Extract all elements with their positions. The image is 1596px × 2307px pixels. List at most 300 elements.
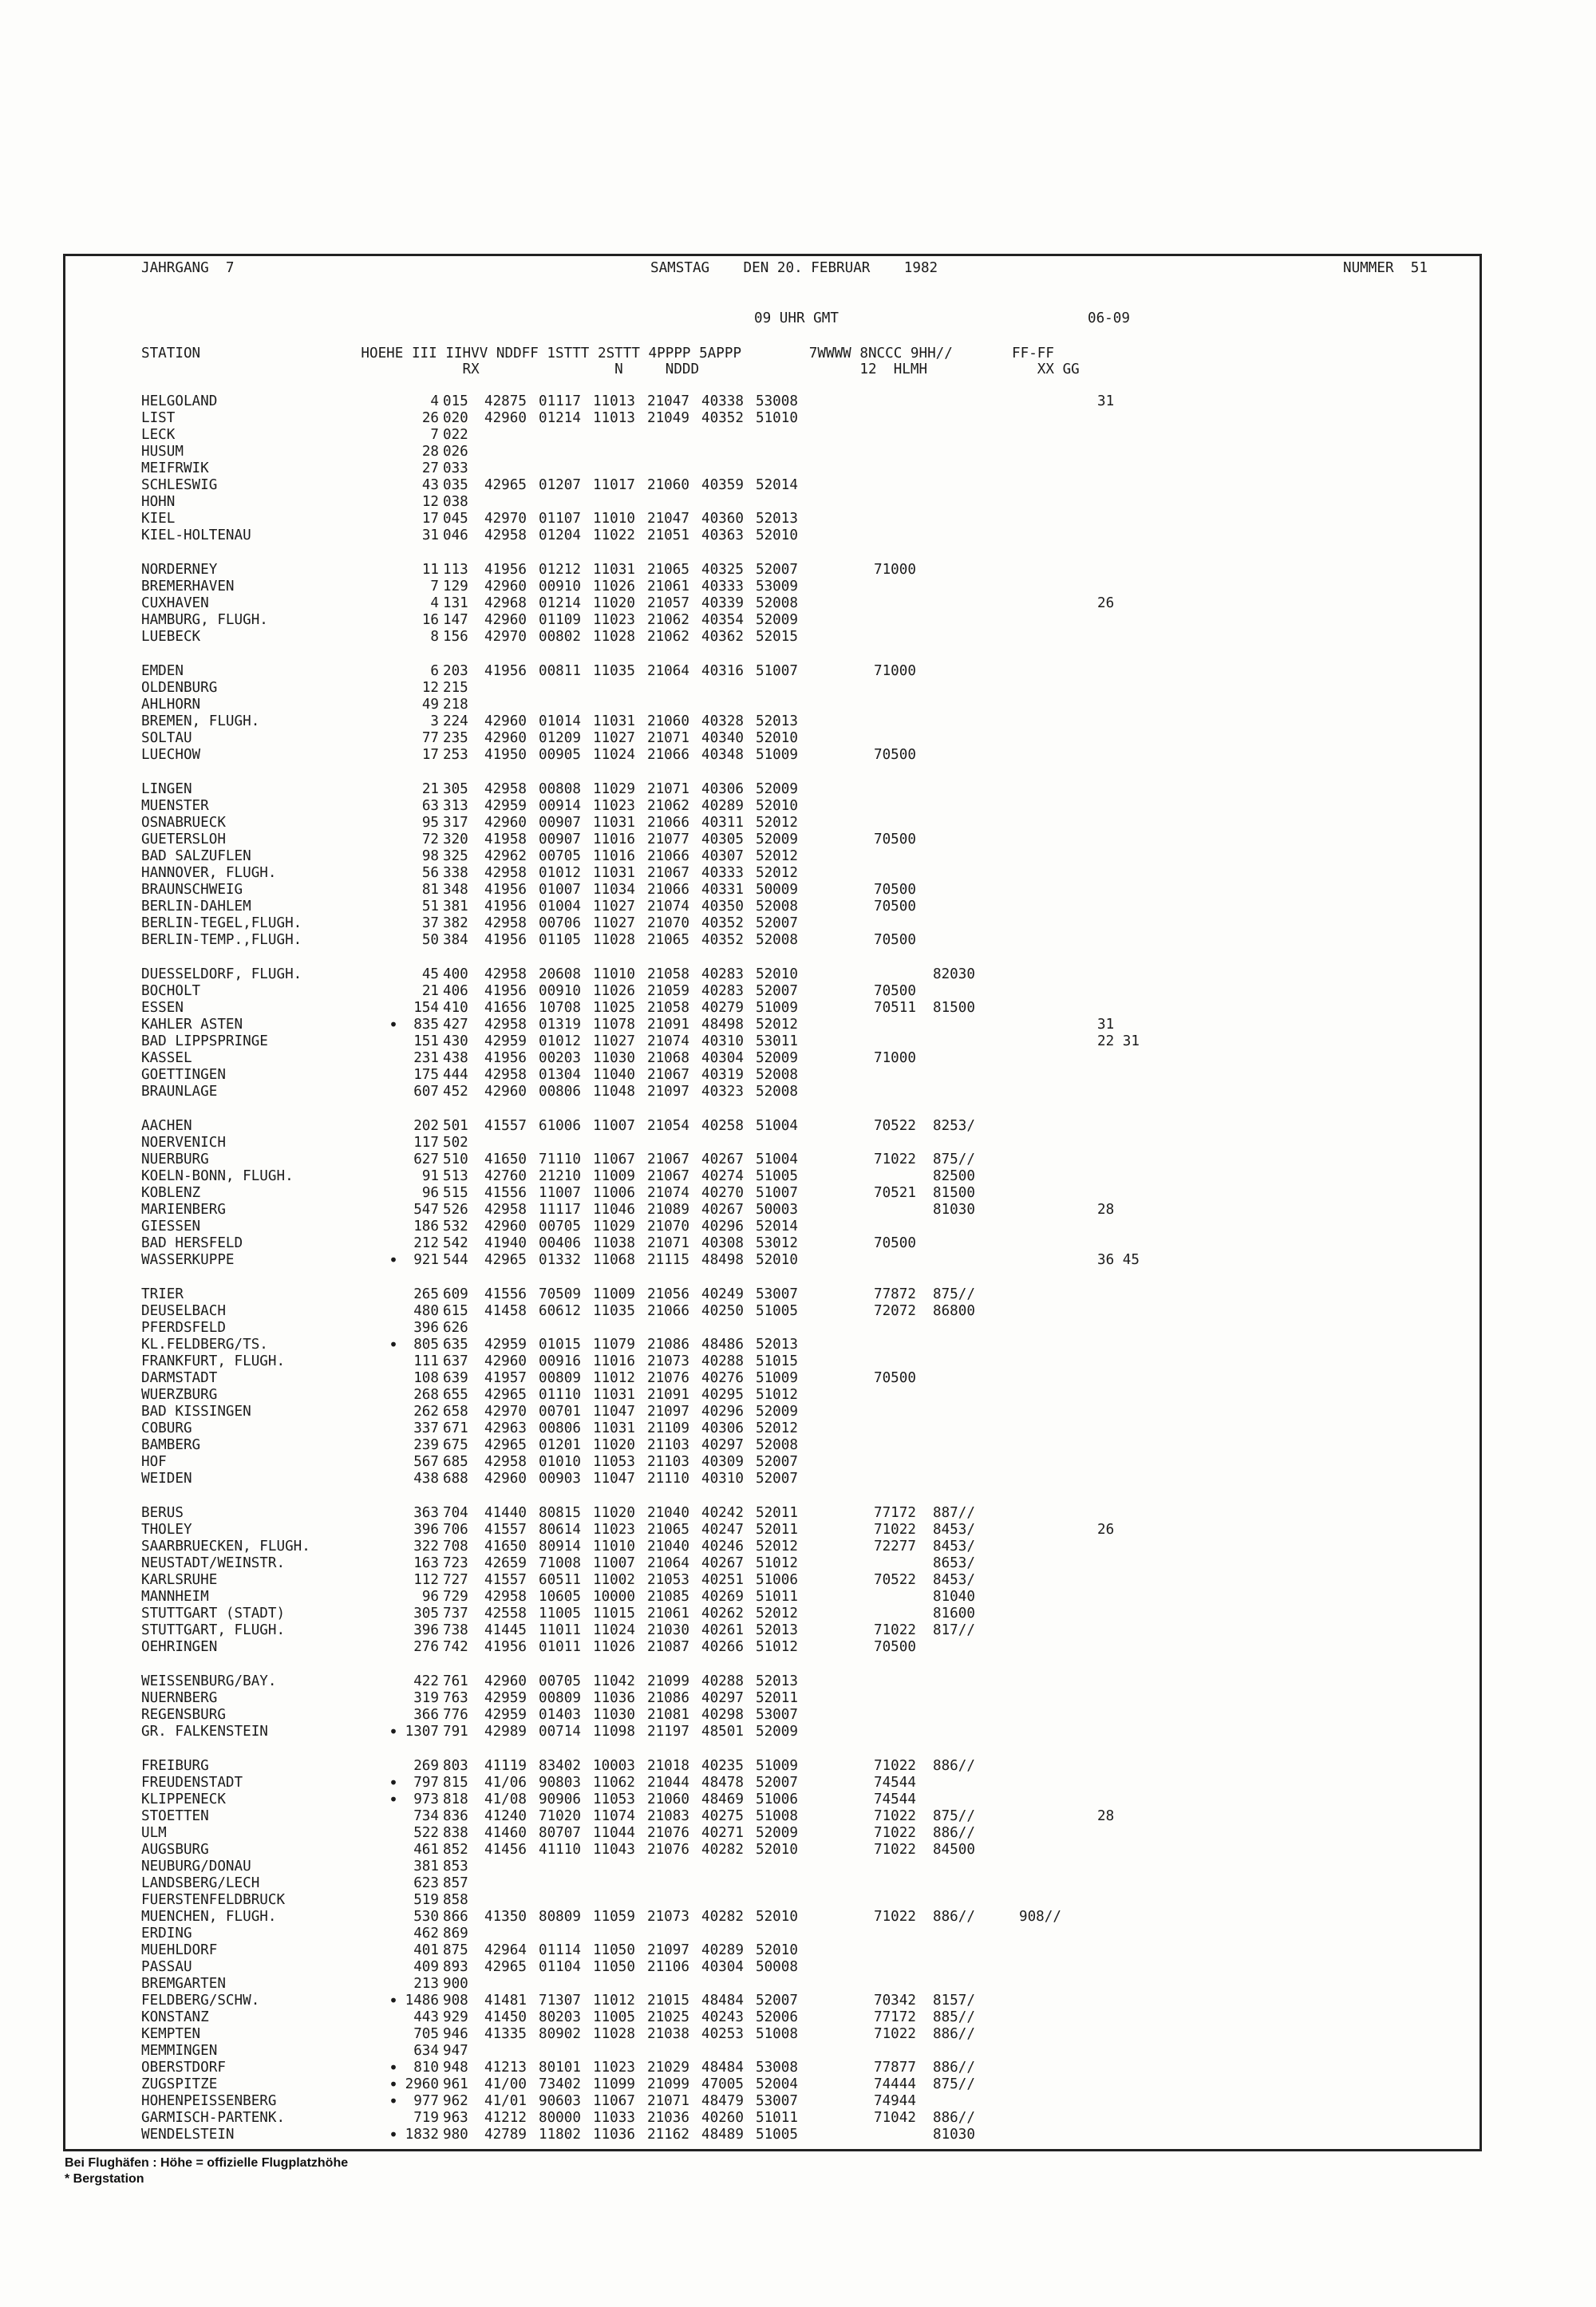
- group-ihvv: 42959: [484, 1707, 527, 1723]
- group-2sttt: 21062: [647, 612, 689, 628]
- group-8nccc: 8253/: [933, 1118, 975, 1134]
- height-value: 4: [430, 595, 439, 611]
- group-ihvv: 41445: [484, 1622, 527, 1638]
- group-4pppp: 40338: [701, 393, 744, 409]
- height-value: 17: [421, 511, 439, 527]
- group-5appp: 52008: [756, 1437, 798, 1453]
- station-number: 129: [443, 579, 468, 595]
- group-5appp: 52007: [756, 983, 798, 999]
- group-1sttt: 11017: [593, 477, 635, 493]
- group-5appp: 52008: [756, 1067, 798, 1083]
- group-4pppp: 40333: [701, 579, 744, 595]
- group-nddff: 00802: [539, 629, 581, 645]
- group-nddff: 00705: [539, 1673, 581, 1689]
- group-5appp: 52010: [756, 527, 798, 543]
- station-name: SAARBRUECKEN, FLUGH.: [141, 1539, 310, 1554]
- station-number: 513: [443, 1168, 468, 1184]
- group-nddff: 00916: [539, 1353, 581, 1369]
- station-name: BAD SALZUFLEN: [141, 848, 251, 864]
- height-value: 3: [430, 713, 439, 729]
- group-7wwww: 71022: [874, 2026, 916, 2042]
- station-number: 317: [443, 815, 468, 831]
- group-4pppp: 40296: [701, 1404, 744, 1420]
- gusts-ff: 28: [1097, 1202, 1115, 1218]
- group-1sttt: 11016: [593, 832, 635, 847]
- group-2sttt: 21073: [647, 1909, 689, 1925]
- height-value: 409: [413, 1959, 439, 1975]
- group-1sttt: 11053: [593, 1454, 635, 1470]
- station-name: BERLIN-DAHLEM: [141, 899, 251, 915]
- group-2sttt: 21061: [647, 1606, 689, 1622]
- group-2sttt: 21074: [647, 1033, 689, 1049]
- group-5appp: 52014: [756, 477, 798, 493]
- station-number: 818: [443, 1791, 468, 1807]
- station-name: DUESSELDORF, FLUGH.: [141, 966, 302, 982]
- station-name: KIEL-HOLTENAU: [141, 527, 251, 543]
- group-1sttt: 11024: [593, 747, 635, 763]
- group-nddff: 21210: [539, 1168, 581, 1184]
- group-5appp: 52010: [756, 1252, 798, 1268]
- height-value: 17: [421, 747, 439, 763]
- station-number: 637: [443, 1353, 468, 1369]
- group-nddff: 01332: [539, 1252, 581, 1268]
- group-nddff: 71008: [539, 1555, 581, 1571]
- height-value: 16: [421, 612, 439, 628]
- group-7wwww: 71000: [874, 1050, 916, 1066]
- height-value: 480: [413, 1303, 439, 1319]
- group-2sttt: 21047: [647, 393, 689, 409]
- height-value: 51: [421, 899, 439, 915]
- height-value: 265: [413, 1286, 439, 1302]
- group-2sttt: 21076: [647, 1842, 689, 1858]
- group-4pppp: 40288: [701, 1673, 744, 1689]
- height-value: 72: [421, 832, 439, 847]
- group-ihvv: 41556: [484, 1286, 527, 1302]
- group-4pppp: 48479: [701, 2093, 744, 2109]
- height-value: 835: [413, 1017, 439, 1033]
- group-5appp: 52011: [756, 1690, 798, 1706]
- group-4pppp: 40350: [701, 899, 744, 915]
- group-1sttt: 11044: [593, 1825, 635, 1841]
- height-value: 396: [413, 1522, 439, 1538]
- group-nddff: 71307: [539, 1993, 581, 2009]
- group-8nccc: 886//: [933, 2110, 975, 2126]
- group-4pppp: 48498: [701, 1252, 744, 1268]
- group-9hh: 908//: [1019, 1909, 1061, 1925]
- group-ihvv: 41240: [484, 1808, 527, 1824]
- group-1sttt: 11053: [593, 1791, 635, 1807]
- group-nddff: 80809: [539, 1909, 581, 1925]
- station-number: 791: [443, 1724, 468, 1740]
- station-name: GUETERSLOH: [141, 832, 226, 847]
- station-name: WEISSENBURG/BAY.: [141, 1673, 277, 1689]
- group-5appp: 52008: [756, 932, 798, 948]
- group-1sttt: 11099: [593, 2076, 635, 2092]
- station-number: 761: [443, 1673, 468, 1689]
- group-2sttt: 21099: [647, 2076, 689, 2092]
- station-name: KARLSRUHE: [141, 1572, 218, 1588]
- station-name: KL.FELDBERG/TS.: [141, 1337, 268, 1353]
- group-5appp: 52007: [756, 1775, 798, 1791]
- group-5appp: 51008: [756, 2026, 798, 2042]
- group-1sttt: 11020: [593, 1437, 635, 1453]
- group-1sttt: 11012: [593, 1993, 635, 2009]
- mountain-station-marker: •: [389, 1015, 399, 1034]
- station-name: COBURG: [141, 1420, 192, 1436]
- group-nddff: 11005: [539, 1606, 581, 1622]
- station-number: 313: [443, 798, 468, 814]
- group-2sttt: 21086: [647, 1690, 689, 1706]
- group-4pppp: 40267: [701, 1555, 744, 1571]
- group-7wwww: 71000: [874, 663, 916, 679]
- group-ihvv: 41458: [484, 1303, 527, 1319]
- group-2sttt: 21097: [647, 1084, 689, 1100]
- group-5appp: 53012: [756, 1235, 798, 1251]
- station-name: REGENSBURG: [141, 1707, 226, 1723]
- group-nddff: 01209: [539, 730, 581, 746]
- height-value: 111: [413, 1353, 439, 1369]
- station-number: 444: [443, 1067, 468, 1083]
- group-4pppp: 48498: [701, 1017, 744, 1033]
- group-7wwww: 71022: [874, 1758, 916, 1774]
- group-ihvv: 42960: [484, 730, 527, 746]
- station-number: 688: [443, 1471, 468, 1487]
- group-nddff: 00907: [539, 832, 581, 847]
- station-number: 325: [443, 848, 468, 864]
- group-nddff: 71110: [539, 1152, 581, 1167]
- height-value: 21: [421, 781, 439, 797]
- group-2sttt: 21044: [647, 1775, 689, 1791]
- height-value: 276: [413, 1639, 439, 1655]
- group-7wwww: 70342: [874, 1993, 916, 2009]
- group-5appp: 52007: [756, 1471, 798, 1487]
- station-name: MEMMINGEN: [141, 2043, 218, 2059]
- station-number: 253: [443, 747, 468, 763]
- station-number: 532: [443, 1219, 468, 1234]
- station-number: 113: [443, 562, 468, 578]
- group-nddff: 01004: [539, 899, 581, 915]
- mountain-station-marker: •: [389, 2075, 399, 2094]
- group-nddff: 00203: [539, 1050, 581, 1066]
- group-2sttt: 21056: [647, 1286, 689, 1302]
- station-number: 704: [443, 1505, 468, 1521]
- group-nddff: 01109: [539, 612, 581, 628]
- group-5appp: 52012: [756, 1539, 798, 1554]
- group-7wwww: 77172: [874, 1505, 916, 1521]
- group-1sttt: 11005: [593, 2009, 635, 2025]
- station-name: WEIDEN: [141, 1471, 192, 1487]
- station-name: WASSERKUPPE: [141, 1252, 235, 1268]
- station-name: DARMSTADT: [141, 1370, 218, 1386]
- station-name: OBERSTDORF: [141, 2060, 226, 2076]
- station-number: 510: [443, 1152, 468, 1167]
- group-2sttt: 21197: [647, 1724, 689, 1740]
- group-nddff: 11117: [539, 1202, 581, 1218]
- group-4pppp: 40235: [701, 1758, 744, 1774]
- group-2sttt: 21066: [647, 1303, 689, 1319]
- station-number: 400: [443, 966, 468, 982]
- station-number: 875: [443, 1942, 468, 1958]
- mountain-station-marker: •: [389, 1773, 399, 1792]
- group-5appp: 51010: [756, 410, 798, 426]
- height-value: 1307: [405, 1724, 439, 1740]
- footnote-airport-height: Bei Flughäfen : Höhe = offizielle Flugplatzhöhe: [65, 2156, 349, 2170]
- station-name: BAD LIPPSPRINGE: [141, 1033, 268, 1049]
- station-number: 045: [443, 511, 468, 527]
- height-value: 213: [413, 1976, 439, 1992]
- group-4pppp: 40352: [701, 410, 744, 426]
- height-value: 567: [413, 1454, 439, 1470]
- group-ihvv: 42959: [484, 1033, 527, 1049]
- group-8nccc: 875//: [933, 1286, 975, 1302]
- group-nddff: 11007: [539, 1185, 581, 1201]
- group-5appp: 52009: [756, 781, 798, 797]
- group-5appp: 51007: [756, 663, 798, 679]
- group-7wwww: 70522: [874, 1572, 916, 1588]
- group-ihvv: 41650: [484, 1152, 527, 1167]
- group-ihvv: 41119: [484, 1758, 527, 1774]
- group-1sttt: 11029: [593, 781, 635, 797]
- group-5appp: 52008: [756, 595, 798, 611]
- group-nddff: 41110: [539, 1842, 581, 1858]
- group-8nccc: 875//: [933, 1152, 975, 1167]
- group-4pppp: 40271: [701, 1825, 744, 1841]
- height-value: 11: [421, 562, 439, 578]
- group-8nccc: 8453/: [933, 1572, 975, 1588]
- group-8nccc: 886//: [933, 1825, 975, 1841]
- group-nddff: 00910: [539, 579, 581, 595]
- group-8nccc: 81600: [933, 1606, 975, 1622]
- group-ihvv: 42965: [484, 1959, 527, 1975]
- height-value: 231: [413, 1050, 439, 1066]
- group-nddff: 00903: [539, 1471, 581, 1487]
- height-value: 163: [413, 1555, 439, 1571]
- group-ihvv: 42970: [484, 511, 527, 527]
- group-4pppp: 40282: [701, 1842, 744, 1858]
- group-5appp: 51011: [756, 2110, 798, 2126]
- group-2sttt: 21074: [647, 1185, 689, 1201]
- station-name: GARMISCH-PARTENK.: [141, 2110, 286, 2126]
- group-nddff: 01012: [539, 865, 581, 881]
- station-name: AHLHORN: [141, 697, 201, 713]
- group-nddff: 80815: [539, 1505, 581, 1521]
- group-ihvv: 42960: [484, 713, 527, 729]
- group-1sttt: 11062: [593, 1775, 635, 1791]
- group-2sttt: 21062: [647, 629, 689, 645]
- group-ihvv: 42960: [484, 612, 527, 628]
- station-name: HOHENPEISSENBERG: [141, 2093, 277, 2109]
- group-4pppp: 40363: [701, 527, 744, 543]
- group-2sttt: 21067: [647, 865, 689, 881]
- group-5appp: 53008: [756, 2060, 798, 2076]
- station-number: 962: [443, 2093, 468, 2109]
- station-name: OEHRINGEN: [141, 1639, 218, 1655]
- group-1sttt: 11031: [593, 1387, 635, 1403]
- station-number: 026: [443, 444, 468, 460]
- group-1sttt: 11036: [593, 2127, 635, 2143]
- station-name: FRANKFURT, FLUGH.: [141, 1353, 286, 1369]
- group-1sttt: 11035: [593, 1303, 635, 1319]
- station-number: 738: [443, 1622, 468, 1638]
- station-number: 815: [443, 1775, 468, 1791]
- group-8nccc: 885//: [933, 2009, 975, 2025]
- station-name: NORDERNEY: [141, 562, 218, 578]
- group-1sttt: 11026: [593, 579, 635, 595]
- station-number: 501: [443, 1118, 468, 1134]
- height-value: 31: [421, 527, 439, 543]
- station-number: 131: [443, 595, 468, 611]
- group-4pppp: 40306: [701, 1420, 744, 1436]
- station-name: NOERVENICH: [141, 1135, 226, 1151]
- station-number: 893: [443, 1959, 468, 1975]
- group-2sttt: 21073: [647, 1353, 689, 1369]
- group-2sttt: 21067: [647, 1168, 689, 1184]
- group-ihvv: 41450: [484, 2009, 527, 2025]
- group-nddff: 20608: [539, 966, 581, 982]
- group-5appp: 52008: [756, 1084, 798, 1100]
- group-1sttt: 11023: [593, 798, 635, 814]
- group-7wwww: 74944: [874, 2093, 916, 2109]
- group-4pppp: 40333: [701, 865, 744, 881]
- group-4pppp: 48478: [701, 1775, 744, 1791]
- height-value: 239: [413, 1437, 439, 1453]
- height-value: 462: [413, 1926, 439, 1942]
- station-number: 763: [443, 1690, 468, 1706]
- height-value: 37: [421, 915, 439, 931]
- group-1sttt: 11036: [593, 1690, 635, 1706]
- group-5appp: 52011: [756, 1505, 798, 1521]
- station-name: MEIFRWIK: [141, 460, 209, 476]
- group-4pppp: 40340: [701, 730, 744, 746]
- group-4pppp: 40261: [701, 1622, 744, 1638]
- group-ihvv: 42970: [484, 1404, 527, 1420]
- station-name: NUERNBERG: [141, 1690, 218, 1706]
- group-2sttt: 21081: [647, 1707, 689, 1723]
- group-4pppp: 40307: [701, 848, 744, 864]
- group-4pppp: 40323: [701, 1084, 744, 1100]
- group-5appp: 52012: [756, 815, 798, 831]
- mountain-station-marker: •: [389, 1250, 399, 1270]
- group-2sttt: 21065: [647, 932, 689, 948]
- group-5appp: 52010: [756, 1909, 798, 1925]
- group-4pppp: 40274: [701, 1168, 744, 1184]
- group-5appp: 50009: [756, 882, 798, 898]
- station-name: MUENSTER: [141, 798, 209, 814]
- group-5appp: 52010: [756, 966, 798, 982]
- station-name: CUXHAVEN: [141, 595, 209, 611]
- group-ihvv: 41/06: [484, 1775, 527, 1791]
- group-1sttt: 11050: [593, 1942, 635, 1958]
- station-number: 685: [443, 1454, 468, 1470]
- group-2sttt: 21099: [647, 1673, 689, 1689]
- station-number: 406: [443, 983, 468, 999]
- gusts-ff: 31: [1097, 1017, 1115, 1033]
- group-2sttt: 21036: [647, 2110, 689, 2126]
- group-2sttt: 21106: [647, 1959, 689, 1975]
- group-1sttt: 11022: [593, 527, 635, 543]
- station-number: 948: [443, 2060, 468, 2076]
- station-name: HAMBURG, FLUGH.: [141, 612, 268, 628]
- group-ihvv: 42959: [484, 1690, 527, 1706]
- group-ihvv: 41940: [484, 1235, 527, 1251]
- group-4pppp: 40352: [701, 915, 744, 931]
- group-nddff: 00706: [539, 915, 581, 931]
- group-7wwww: 71022: [874, 1825, 916, 1841]
- group-8nccc: 86800: [933, 1303, 975, 1319]
- group-5appp: 52007: [756, 1993, 798, 2009]
- height-value: 623: [413, 1875, 439, 1891]
- group-nddff: 60612: [539, 1303, 581, 1319]
- group-2sttt: 21060: [647, 713, 689, 729]
- group-1sttt: 11016: [593, 848, 635, 864]
- station-name: HANNOVER, FLUGH.: [141, 865, 277, 881]
- group-ihvv: 42960: [484, 1353, 527, 1369]
- group-nddff: 80614: [539, 1522, 581, 1538]
- group-1sttt: 11013: [593, 393, 635, 409]
- group-nddff: 00905: [539, 747, 581, 763]
- station-number: 320: [443, 832, 468, 847]
- group-ihvv: 41956: [484, 882, 527, 898]
- station-name: LECK: [141, 427, 176, 443]
- height-value: 977: [413, 2093, 439, 2109]
- group-5appp: 52013: [756, 511, 798, 527]
- station-name: HUSUM: [141, 444, 184, 460]
- height-value: 27: [421, 460, 439, 476]
- group-nddff: 01007: [539, 882, 581, 898]
- group-4pppp: 40295: [701, 1387, 744, 1403]
- station-name: BREMEN, FLUGH.: [141, 713, 260, 729]
- height-value: 269: [413, 1758, 439, 1774]
- station-number: 626: [443, 1320, 468, 1336]
- group-2sttt: 21067: [647, 1152, 689, 1167]
- group-4pppp: 40275: [701, 1808, 744, 1824]
- group-ihvv: 41656: [484, 1000, 527, 1016]
- station-name: TRIER: [141, 1286, 184, 1302]
- station-name: KOELN-BONN, FLUGH.: [141, 1168, 294, 1184]
- group-1sttt: 11009: [593, 1286, 635, 1302]
- group-4pppp: 40304: [701, 1959, 744, 1975]
- group-ihvv: 41557: [484, 1572, 527, 1588]
- height-value: 422: [413, 1673, 439, 1689]
- group-4pppp: 40305: [701, 832, 744, 847]
- group-nddff: 00809: [539, 1370, 581, 1386]
- height-value: 805: [413, 1337, 439, 1353]
- station-number: 671: [443, 1420, 468, 1436]
- group-1sttt: 11067: [593, 1152, 635, 1167]
- mountain-station-marker: •: [389, 2125, 399, 2144]
- group-5appp: 51012: [756, 1555, 798, 1571]
- height-value: 607: [413, 1084, 439, 1100]
- station-number: 857: [443, 1875, 468, 1891]
- group-ihvv: 41557: [484, 1522, 527, 1538]
- station-name: LANDSBERG/LECH: [141, 1875, 260, 1891]
- group-7wwww: 71022: [874, 1909, 916, 1925]
- group-2sttt: 21040: [647, 1505, 689, 1521]
- station-number: 900: [443, 1976, 468, 1992]
- height-value: 56: [421, 865, 439, 881]
- group-8nccc: 81500: [933, 1185, 975, 1201]
- group-2sttt: 21070: [647, 915, 689, 931]
- height-value: 96: [421, 1589, 439, 1605]
- height-value: 4: [430, 393, 439, 409]
- height-value: 154: [413, 1000, 439, 1016]
- station-number: 706: [443, 1522, 468, 1538]
- group-1sttt: 11026: [593, 983, 635, 999]
- station-name: BAD KISSINGEN: [141, 1404, 251, 1420]
- group-4pppp: 40359: [701, 477, 744, 493]
- group-ihvv: 42958: [484, 915, 527, 931]
- height-value: 396: [413, 1622, 439, 1638]
